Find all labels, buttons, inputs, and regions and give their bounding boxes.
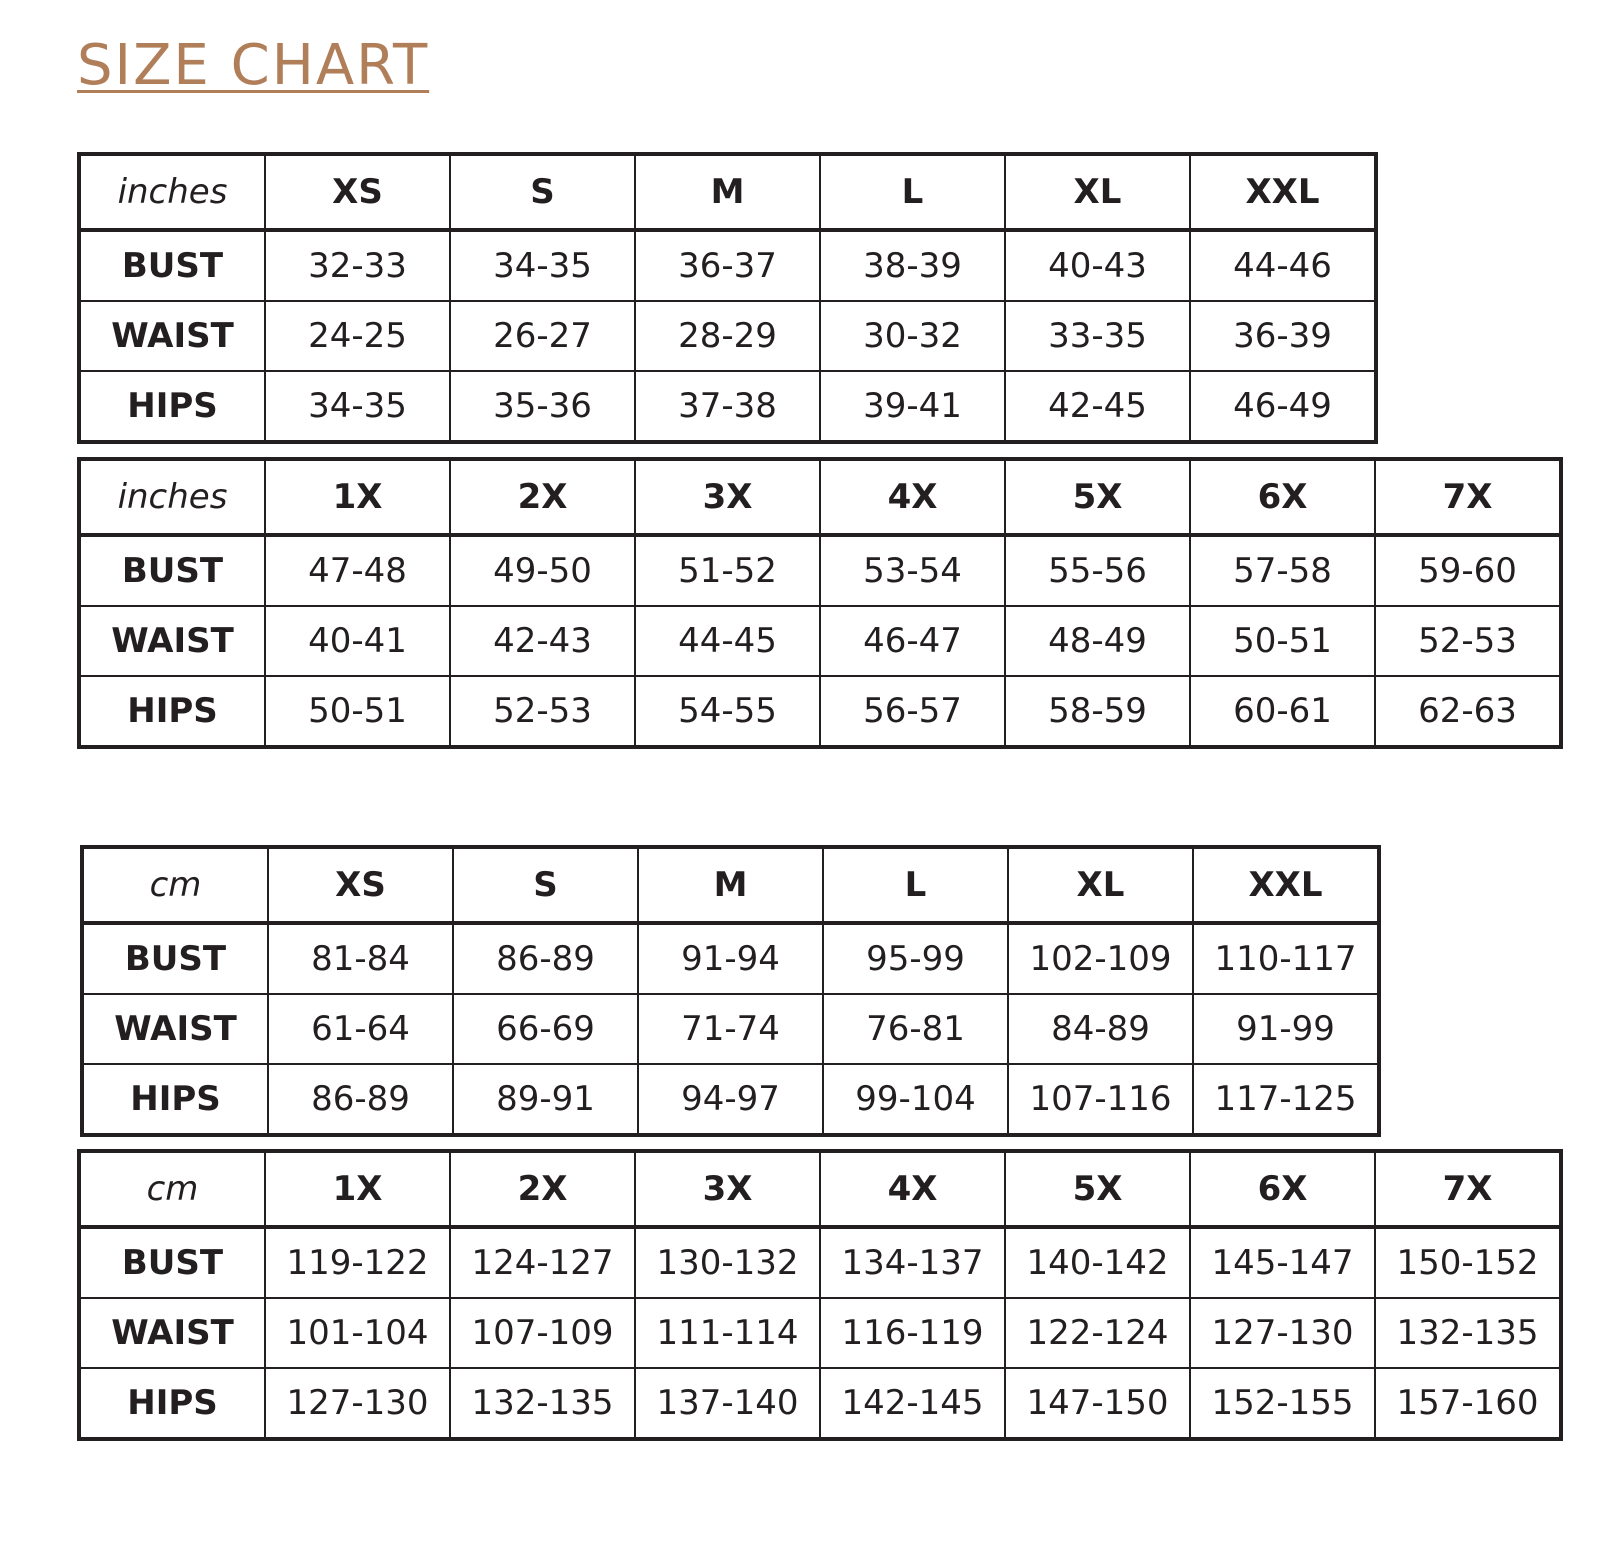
table-row: [82, 1064, 1379, 1135]
measurement-value: 56-57: [820, 676, 1005, 747]
measurement-value: 52-53: [1375, 606, 1561, 676]
size-header: XL: [1005, 154, 1190, 230]
header-row: [82, 847, 1379, 923]
measurement-label: BUST: [79, 1227, 265, 1298]
table-row: [79, 371, 1376, 442]
table-row: [82, 923, 1379, 994]
measurement-value: 52-53: [450, 676, 635, 747]
measurement-label: WAIST: [79, 301, 265, 371]
measurement-value: 76-81: [823, 994, 1008, 1064]
measurement-value: 26-27: [450, 301, 635, 371]
unit-label: cm: [79, 1151, 265, 1227]
size-table-cm-plus: [77, 1149, 1563, 1441]
measurement-value: 51-52: [635, 535, 820, 606]
measurement-value: 55-56: [1005, 535, 1190, 606]
unit-label: inches: [79, 459, 265, 535]
measurement-value: 127-130: [265, 1368, 450, 1439]
measurement-value: 53-54: [820, 535, 1005, 606]
size-header: M: [635, 154, 820, 230]
measurement-label: BUST: [79, 230, 265, 301]
measurement-value: 28-29: [635, 301, 820, 371]
size-header: M: [638, 847, 823, 923]
size-header: 2X: [450, 459, 635, 535]
measurement-value: 86-89: [268, 1064, 453, 1135]
size-header: L: [823, 847, 1008, 923]
measurement-value: 44-46: [1190, 230, 1376, 301]
measurement-label: HIPS: [79, 1368, 265, 1439]
measurement-label: WAIST: [82, 994, 268, 1064]
measurement-value: 107-116: [1008, 1064, 1193, 1135]
measurement-value: 40-43: [1005, 230, 1190, 301]
header-row: [79, 459, 1561, 535]
measurement-value: 101-104: [265, 1298, 450, 1368]
header-row: [79, 1151, 1561, 1227]
measurement-value: 152-155: [1190, 1368, 1375, 1439]
measurement-value: 107-109: [450, 1298, 635, 1368]
table-row: [79, 676, 1561, 747]
measurement-value: 42-45: [1005, 371, 1190, 442]
measurement-value: 62-63: [1375, 676, 1561, 747]
measurement-value: 95-99: [823, 923, 1008, 994]
size-table-cm-standard: [80, 845, 1381, 1137]
size-header: XS: [268, 847, 453, 923]
size-header: 4X: [820, 459, 1005, 535]
measurement-value: 36-37: [635, 230, 820, 301]
measurement-label: HIPS: [79, 371, 265, 442]
measurement-value: 36-39: [1190, 301, 1376, 371]
size-header: 7X: [1375, 459, 1561, 535]
measurement-value: 42-43: [450, 606, 635, 676]
measurement-value: 34-35: [265, 371, 450, 442]
size-header: 3X: [635, 1151, 820, 1227]
measurement-value: 132-135: [450, 1368, 635, 1439]
size-header: 1X: [265, 1151, 450, 1227]
measurement-value: 60-61: [1190, 676, 1375, 747]
unit-label: inches: [79, 154, 265, 230]
measurement-value: 127-130: [1190, 1298, 1375, 1368]
table-row: [79, 1368, 1561, 1439]
measurement-value: 99-104: [823, 1064, 1008, 1135]
size-table-inches-standard: [77, 152, 1378, 444]
measurement-value: 46-49: [1190, 371, 1376, 442]
measurement-label: HIPS: [82, 1064, 268, 1135]
measurement-label: BUST: [79, 535, 265, 606]
measurement-value: 37-38: [635, 371, 820, 442]
measurement-value: 40-41: [265, 606, 450, 676]
size-header: XXL: [1193, 847, 1379, 923]
measurement-value: 49-50: [450, 535, 635, 606]
measurement-value: 130-132: [635, 1227, 820, 1298]
header-row: [79, 154, 1376, 230]
measurement-value: 140-142: [1005, 1227, 1190, 1298]
size-header: L: [820, 154, 1005, 230]
measurement-value: 71-74: [638, 994, 823, 1064]
measurement-value: 111-114: [635, 1298, 820, 1368]
measurement-value: 116-119: [820, 1298, 1005, 1368]
measurement-value: 117-125: [1193, 1064, 1379, 1135]
table-row: [79, 230, 1376, 301]
size-header: XL: [1008, 847, 1193, 923]
size-header: 2X: [450, 1151, 635, 1227]
measurement-value: 44-45: [635, 606, 820, 676]
measurement-value: 94-97: [638, 1064, 823, 1135]
measurement-value: 124-127: [450, 1227, 635, 1298]
measurement-label: HIPS: [79, 676, 265, 747]
page-title: SIZE CHART: [77, 33, 430, 98]
measurement-value: 35-36: [450, 371, 635, 442]
table-row: [79, 1298, 1561, 1368]
measurement-value: 89-91: [453, 1064, 638, 1135]
measurement-value: 61-64: [268, 994, 453, 1064]
measurement-value: 157-160: [1375, 1368, 1561, 1439]
size-header: S: [450, 154, 635, 230]
measurement-value: 150-152: [1375, 1227, 1561, 1298]
measurement-value: 24-25: [265, 301, 450, 371]
measurement-value: 34-35: [450, 230, 635, 301]
unit-label: cm: [82, 847, 268, 923]
size-table-inches-plus: [77, 457, 1563, 749]
measurement-value: 145-147: [1190, 1227, 1375, 1298]
size-header: 7X: [1375, 1151, 1561, 1227]
measurement-value: 81-84: [268, 923, 453, 994]
measurement-value: 132-135: [1375, 1298, 1561, 1368]
measurement-value: 91-94: [638, 923, 823, 994]
measurement-value: 66-69: [453, 994, 638, 1064]
measurement-value: 48-49: [1005, 606, 1190, 676]
measurement-value: 84-89: [1008, 994, 1193, 1064]
size-header: XS: [265, 154, 450, 230]
measurement-label: BUST: [82, 923, 268, 994]
measurement-value: 147-150: [1005, 1368, 1190, 1439]
measurement-value: 57-58: [1190, 535, 1375, 606]
table-row: [79, 606, 1561, 676]
size-header: 5X: [1005, 459, 1190, 535]
size-header: 1X: [265, 459, 450, 535]
size-header: 6X: [1190, 459, 1375, 535]
measurement-value: 30-32: [820, 301, 1005, 371]
measurement-value: 59-60: [1375, 535, 1561, 606]
measurement-label: WAIST: [79, 1298, 265, 1368]
table-row: [79, 1227, 1561, 1298]
measurement-value: 46-47: [820, 606, 1005, 676]
measurement-value: 91-99: [1193, 994, 1379, 1064]
measurement-value: 47-48: [265, 535, 450, 606]
measurement-value: 50-51: [265, 676, 450, 747]
measurement-label: WAIST: [79, 606, 265, 676]
measurement-value: 50-51: [1190, 606, 1375, 676]
size-header: 4X: [820, 1151, 1005, 1227]
measurement-value: 38-39: [820, 230, 1005, 301]
measurement-value: 102-109: [1008, 923, 1193, 994]
measurement-value: 54-55: [635, 676, 820, 747]
size-header: 6X: [1190, 1151, 1375, 1227]
measurement-value: 119-122: [265, 1227, 450, 1298]
measurement-value: 122-124: [1005, 1298, 1190, 1368]
size-header: S: [453, 847, 638, 923]
measurement-value: 86-89: [453, 923, 638, 994]
measurement-value: 58-59: [1005, 676, 1190, 747]
measurement-value: 39-41: [820, 371, 1005, 442]
measurement-value: 134-137: [820, 1227, 1005, 1298]
measurement-value: 142-145: [820, 1368, 1005, 1439]
table-row: [79, 535, 1561, 606]
table-row: [82, 994, 1379, 1064]
size-header: XXL: [1190, 154, 1376, 230]
size-header: 5X: [1005, 1151, 1190, 1227]
measurement-value: 110-117: [1193, 923, 1379, 994]
measurement-value: 33-35: [1005, 301, 1190, 371]
size-header: 3X: [635, 459, 820, 535]
measurement-value: 32-33: [265, 230, 450, 301]
table-row: [79, 301, 1376, 371]
measurement-value: 137-140: [635, 1368, 820, 1439]
